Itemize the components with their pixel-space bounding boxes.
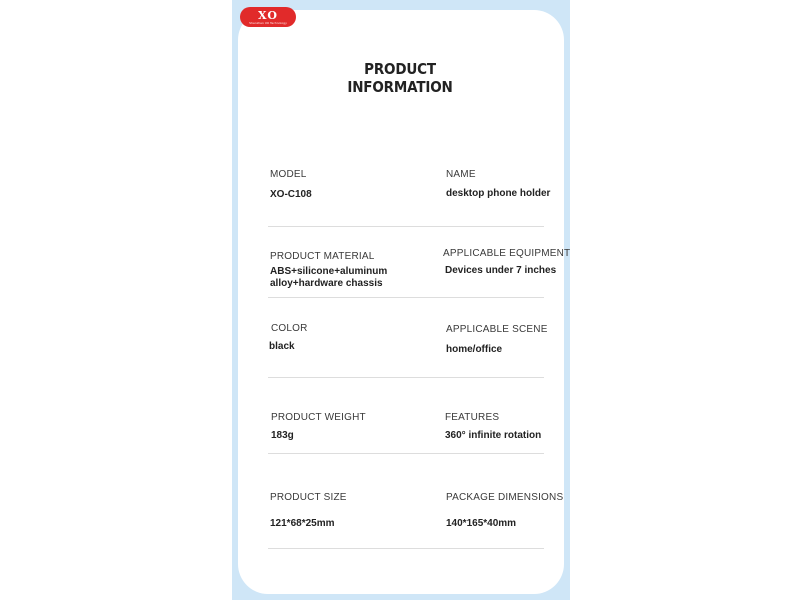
size-value: 121*68*25mm	[270, 518, 335, 529]
model-label: MODEL	[270, 169, 307, 180]
page-title: PRODUCT INFORMATION	[347, 60, 453, 96]
features-label: FEATURES	[445, 412, 500, 423]
info-card	[238, 10, 564, 594]
equipment-value: Devices under 7 inches	[445, 265, 557, 276]
scene-value: home/office	[446, 344, 503, 355]
material-label: PRODUCT MATERIAL	[270, 251, 375, 262]
size-label: PRODUCT SIZE	[270, 492, 347, 503]
color-value: black	[269, 341, 295, 352]
material-value-line1: ABS+silicone+aluminum	[270, 266, 388, 277]
name-label: NAME	[446, 169, 476, 180]
package-label: PACKAGE DIMENSIONS	[446, 492, 564, 503]
divider	[268, 548, 544, 549]
divider	[268, 377, 544, 378]
equipment-label: APPLICABLE EQUIPMENT	[443, 248, 571, 259]
logo-subtext: Shenzhen XO Technology	[249, 20, 287, 25]
model-value: XO-C108	[270, 189, 312, 200]
divider	[268, 453, 544, 454]
weight-value: 183g	[271, 430, 294, 441]
weight-label: PRODUCT WEIGHT	[271, 412, 366, 423]
features-value: 360° infinite rotation	[445, 430, 542, 441]
package-value: 140*165*40mm	[446, 518, 517, 529]
brand-logo	[240, 7, 296, 27]
scene-label: APPLICABLE SCENE	[446, 324, 548, 335]
name-value: desktop phone holder	[446, 188, 551, 199]
logo-text: XO	[258, 8, 278, 22]
color-label: COLOR	[271, 323, 308, 334]
material-value-line2: alloy+hardware chassis	[270, 278, 383, 289]
divider	[268, 297, 544, 298]
divider	[268, 226, 544, 227]
